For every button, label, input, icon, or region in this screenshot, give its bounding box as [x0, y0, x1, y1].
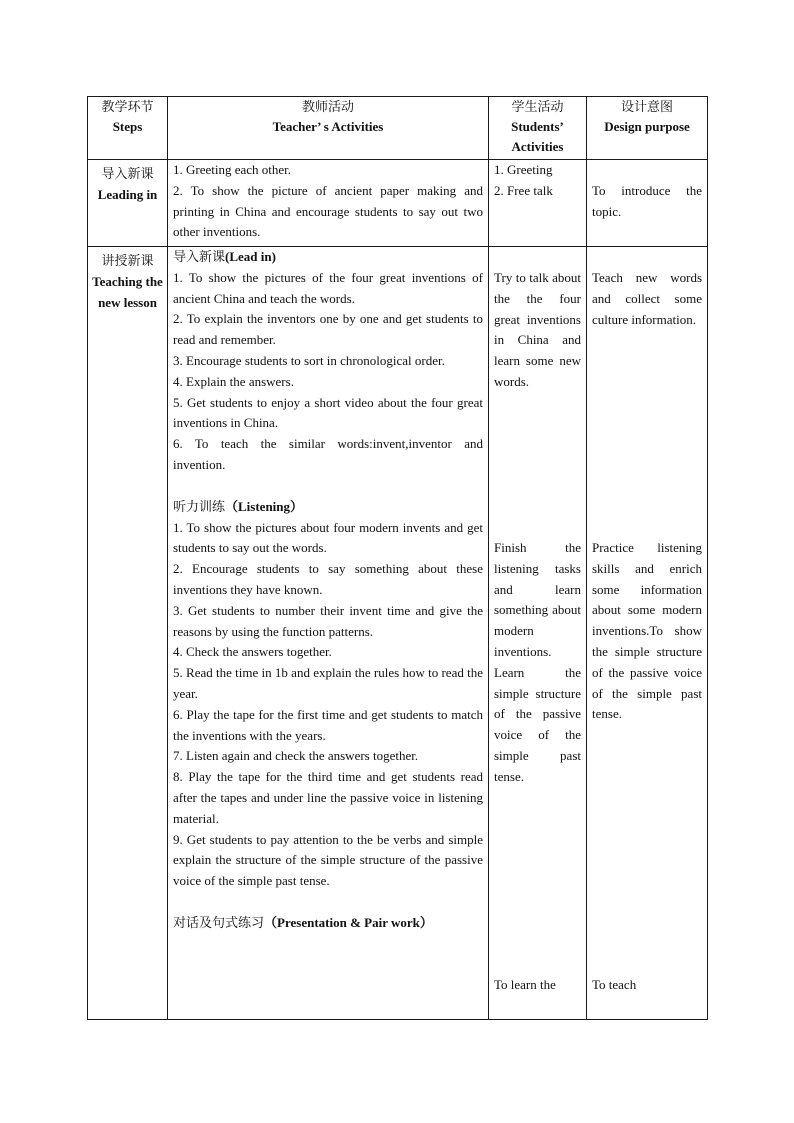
teacher-item: 4. Check the answers together.	[173, 644, 332, 660]
section-title-presentation: 对话及句式练习（Presentation & Pair work）	[173, 914, 433, 930]
header-students: 学生活动 Students’ Activities	[489, 97, 587, 160]
students-text: Finish the listening tasks and learn something about modern inventions. Learn the simple structure of the passive voice of the simple past tense.	[494, 540, 581, 784]
design-text: Teach new words and collect some culture information.	[592, 270, 702, 327]
teacher-item: 8. Play the tape for the third time and get students read after the tapes and under line the passive voice in listening material.	[173, 769, 483, 826]
design-text: Practice listening skills and enrich some information about some modern inventions.To show the simple structure of the passive voice of the simple past tense.	[592, 540, 702, 722]
teacher-item: 2. To explain the inventors one by one and get students to read and remember.	[173, 311, 483, 348]
teacher-item: 7. Listen again and check the answers together.	[173, 748, 419, 764]
row-leading-in	[88, 160, 708, 247]
teacher-item: 9. Get students to pay attention to the be verbs and simple explain the structure of the simple structure of the passive voice of the simple past tense.	[173, 831, 483, 889]
design-leading-in	[587, 160, 708, 247]
design-text: To introduce the topic.	[592, 183, 702, 219]
teacher-item: 1. To show the pictures about four modern invents and get students to say out the words.	[173, 519, 483, 556]
teacher-item: 5. Get students to enjoy a short video about the four great inventions in China.	[173, 394, 483, 431]
students-teaching	[489, 247, 587, 1020]
teacher-item: 1. To show the pictures of the four great inventions of ancient China and teach the words.	[173, 269, 483, 306]
step-teaching: 讲授新课 Teaching the new lesson	[88, 247, 168, 1020]
design-teaching	[587, 247, 708, 1020]
lesson-plan-table	[87, 96, 708, 1020]
teacher-item: 1. Greeting each other.	[173, 162, 292, 177]
teacher-item: 4. Explain the answers.	[173, 373, 294, 389]
teacher-teaching	[168, 247, 489, 1020]
teacher-item: 2. To show the picture of ancient paper making and printing in China and encourage students to say out two other inventions.	[173, 182, 483, 240]
students-text: Try to talk about the the four great inventions in China and learn some new words.	[494, 270, 581, 389]
students-item: 2. Free talk	[494, 182, 553, 198]
section-title-listening: 听力训练（Listening）	[173, 498, 304, 514]
section-title-lead-in: 导入新课(Lead in)	[173, 249, 276, 264]
design-text: To teach	[592, 977, 637, 992]
teacher-item: 2. Encourage students to say something about these inventions they have known.	[173, 561, 483, 597]
students-leading-in	[489, 160, 587, 247]
step-leading-in: 导入新课 Leading in	[88, 160, 168, 247]
header-steps: 教学环节 Steps	[88, 97, 168, 160]
teacher-item: 3. Encourage students to sort in chronological order.	[173, 352, 445, 368]
teacher-leading-in	[168, 160, 489, 247]
teacher-item: 6. Play the tape for the first time and get students to match the inventions with the years.	[173, 706, 483, 743]
students-text: To learn the	[494, 977, 556, 992]
header-teacher: 教师活动 Teacher’ s Activities	[168, 97, 489, 160]
header-design: 设计意图 Design purpose	[587, 97, 708, 160]
teacher-item: 3. Get students to number their invent time and give the reasons by using the function patterns.	[173, 602, 483, 639]
teacher-item: 5. Read the time in 1b and explain the rules how to read the year.	[173, 665, 483, 701]
students-item: 1. Greeting	[494, 162, 553, 177]
row-teaching	[88, 247, 708, 1020]
teacher-item: 6. To teach the similar words:invent,inventor and invention.	[173, 436, 483, 472]
header-row	[88, 97, 708, 160]
